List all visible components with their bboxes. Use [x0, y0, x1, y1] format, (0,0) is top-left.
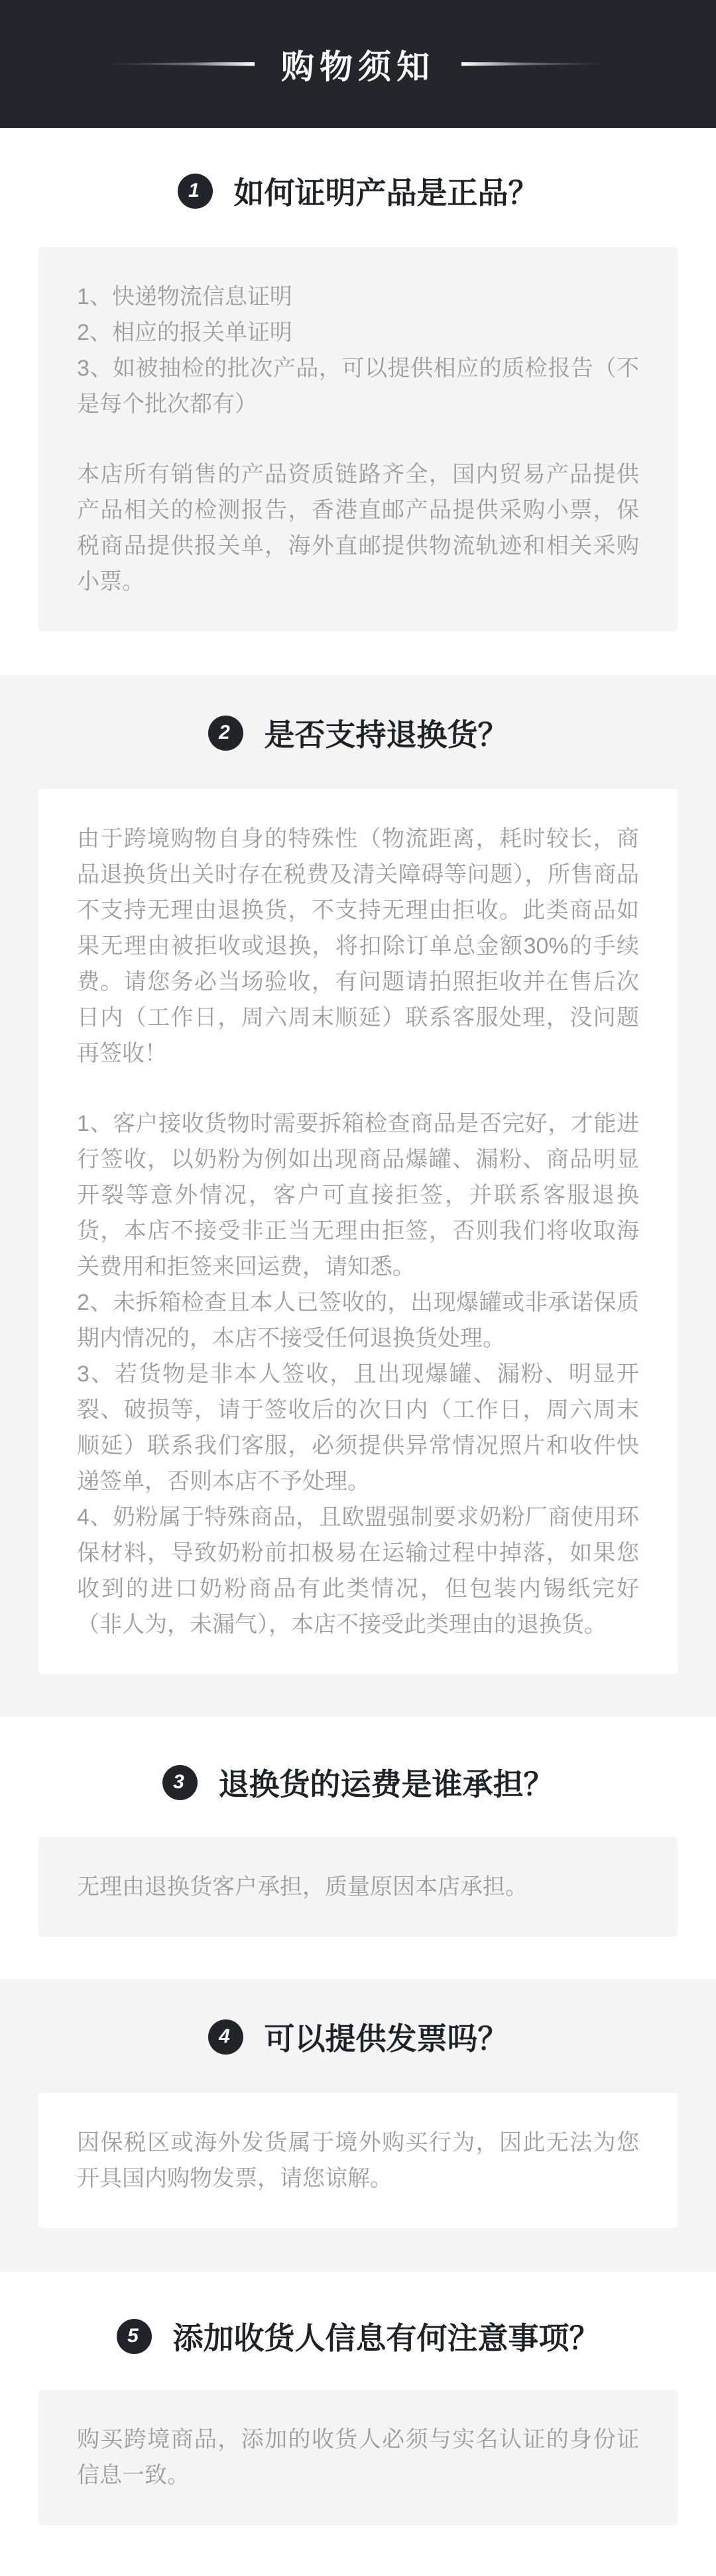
notice-line: 2、相应的报关单证明: [77, 320, 292, 345]
notice-paragraph: 由于跨境购物自身的特殊性（物流距离，耗时较长，商品退换货出关时存在税费及清关障碍等问题），所售商品不支持无理由退换货，不支持无理由拒收。此类商品如果无理由被拒收或退换，将扣除订单总金额30%的手续费。请您务必当场验收，有问题请拍照拒收并在售后次日内（工作日，周六周末顺延）联系客服处理，没问题再签收！: [77, 826, 639, 1066]
number-badge-5: 5: [117, 2319, 152, 2354]
notice-paragraph: 购买跨境商品，添加的收货人必须与实名认证的身份证信息一致。: [77, 2427, 639, 2488]
section-1-title: 如何证明产品是正品？: [233, 176, 539, 210]
notice-line: 1、客户接收货物时需要拆箱检查商品是否完好，才能进行签收，以奶粉为例如出现商品爆罐、漏粉、商品明显开裂等意外情况，客户可直接拒签，并联系客服退换货，本店不接受非正当无理由拒签，否则我们将收取海关费用和拒签来回运费，请知悉。: [77, 1111, 639, 1279]
section-shipping-fee: [0, 1717, 716, 1937]
section-1-heading: [0, 169, 716, 213]
number-badge-4: 4: [208, 2019, 243, 2055]
section-invoice: [0, 1979, 716, 2272]
notice-paragraph: 无理由退换货客户承担，质量原因本店承担。: [77, 1874, 528, 1900]
banner-deco-line-right: [461, 62, 602, 66]
section-returns: [0, 675, 716, 1717]
section-3-title: 退换货的运费是谁承担？: [218, 1767, 554, 1801]
notice-line: 1、快递物流信息证明: [77, 284, 292, 309]
section-4-card: [38, 2093, 678, 2228]
section-5-heading: [0, 2314, 716, 2358]
section-5-title: 添加收货人信息有何注意事项？: [172, 2321, 600, 2355]
page-title: 购物须知: [281, 48, 435, 85]
section-3-heading: [0, 1760, 716, 1804]
number-badge-2: 2: [208, 716, 243, 751]
section-5-card: [38, 2390, 678, 2525]
banner-deco-line-left: [114, 62, 255, 66]
section-4-title: 可以提供发票吗？: [264, 2021, 508, 2056]
notice-line: 3、若货物是非本人签收，且出现爆罐、漏粉、明显开裂、破损等，请于签收后的次日内（工作日，周六周末顺延）联系我们客服，必须提供异常情况照片和收件快递签单，否则本店不予处理。: [77, 1362, 639, 1494]
section-4-heading: [0, 2015, 716, 2059]
section-2-card: [38, 789, 678, 1674]
notice-line: 3、如被抽检的批次产品，可以提供相应的质检报告（不是每个批次都有）: [77, 356, 639, 417]
section-2-heading: [0, 711, 716, 755]
notice-line: 2、未拆箱检查且本人已签收的，出现爆罐或非承诺保质期内情况的，本店不接受任何退换货处理。: [77, 1290, 639, 1351]
section-consignee-info: [0, 2272, 716, 2525]
section-1-card: [38, 247, 678, 631]
section-2-title: 是否支持退换货？: [264, 718, 508, 752]
notice-line: 4、奶粉属于特殊商品，且欧盟强制要求奶粉厂商使用环保材料，导致奶粉前扣极易在运输过程中掉落，如果您收到的进口奶粉商品有此类情况，但包装内锡纸完好（非人为，未漏气），本店不接受此类理由的退换货。: [77, 1505, 639, 1637]
banner: [0, 0, 716, 128]
section-authenticity: [0, 128, 716, 631]
number-badge-3: 3: [162, 1765, 198, 1800]
notice-paragraph: 本店所有销售的产品资质链路齐全，国内贸易产品提供产品相关的检测报告，香港直邮产品提供采购小票，保税商品提供报关单，海外直邮提供物流轨迹和相关采购小票。: [77, 462, 639, 594]
section-3-card: [38, 1837, 678, 1937]
number-badge-1: 1: [178, 174, 213, 209]
notice-paragraph: 因保税区或海外发货属于境外购买行为，因此无法为您开具国内购物发票，请您谅解。: [77, 2130, 639, 2191]
